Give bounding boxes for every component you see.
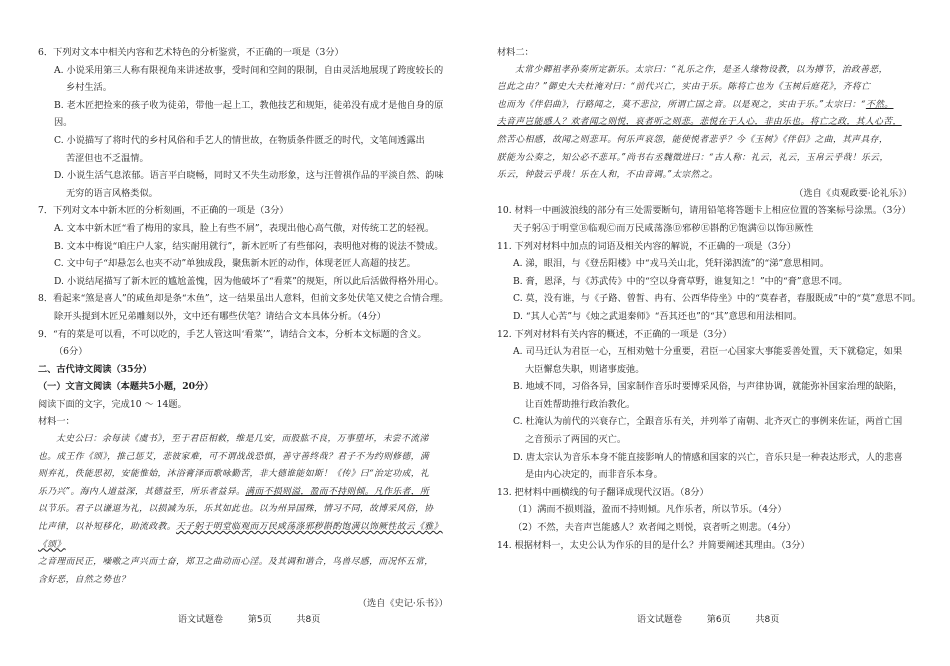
material-1-line [38,519,458,554]
material-1-line: 则弃礼，佚能思初，安能惟始，沐浴膏泽而歌咏勤苦，非大德谁能如斯！《传》曰“治定功成，礼 [38,469,430,480]
q12-option-c: C. 杜淹认为前代的兴衰存亡，全跟音乐有关，并列举了南朝、北齐灭亡的事例来佐证，两首亡国 [513,416,903,428]
question-7: 7．下列对文本中新木匠的分析刻画，不正确的一项是（3分） [38,205,289,217]
material-2-line [497,97,922,115]
question-8: 8．看起来“煞是喜人”的咸鱼却是条“木鱼”，这一结果虽出人意料，但前文多处伏笔又使之合情合理。 [38,293,449,305]
wavy-underlined-passage: 天子躬于明堂临观而万民咸荡涤邪秽斟酌饱满以饰厥性故云《雅》《颂》 [38,522,443,550]
material-2-text: 也而为《伴侣曲》，行路闻之，莫不悲泣，所谓亡国之音。以是观之，实由于乐。”太宗曰：“ [497,99,866,110]
material-2-line: 岂此之由？”御史大夫杜淹对曰：“前代兴亡，实由于乐。陈将亡也为《玉树后庭花》，齐将亡 [497,82,871,93]
q11-option-c: C. 莫，没有谁，与《子路、曾皙、冉有、公西华侍坐》中的“莫春者，春服既成”中的“莫”意思不同。 [513,293,922,305]
footer-total: 共8页 [755,615,780,625]
q6-option-a-cont: 乡村生活。 [66,82,112,94]
footer-title: 语文试题卷 [178,615,224,625]
material-2-label: 材料二： [497,47,534,58]
material-1-line: 太史公曰：余每读《虞书》，至于君臣相敕，维是几安，而股肱不良，万事堕坏，未尝不流涕 [56,434,429,445]
material-2-line: 乐云，钟鼓云乎哉！乐在人和，不由音调。”太宗然之。 [497,170,719,181]
question-10: 10. 材料一中画波浪线的部分有三处需要断句，请用铅笔将答题卡上相应位置的答案标号涂黑。（3分） [497,205,911,217]
q12-option-a-cont: 大臣懈怠失职，则诸事废弛。 [525,363,645,375]
q11-option-b: B. 膏，恩泽，与《苏武传》中的“空以身膏草野，谁复知之！”中的“膏”意思不同。 [513,275,848,287]
material-1-citation: （选自《史记·乐书》） [357,598,448,610]
material-1-line: 以节乐。君子以谦退为礼，以损减为乐，乐其如此也。以为州异国殊，情习不同，故博采风俗，协 [38,504,434,515]
question-9-cont: （6分） [54,346,88,358]
q12-option-d: D. 唐太宗认为音乐本身不能直接影响人的情感和国家的兴亡，音乐只是一种表达形式，人的悲喜 [513,451,903,463]
footer-page: 第5页 [247,615,272,625]
question-14: 14. 根据材料一，太史公认为作乐的目的是什么？并简要阐述其理由。（3分） [497,539,810,551]
q12-option-b: B. 地域不同，习俗各异，国家制作音乐时要博采风俗，与声律协调，就能弥补国家治理的缺陷， [513,381,903,393]
q12-option-d-cont: 是由内心决定的，而非音乐本身。 [525,469,663,481]
q10-break-options: 天子躬Ⓐ于明堂Ⓑ临观Ⓒ而万民咸荡涤Ⓓ邪秽Ⓔ斟酌Ⓕ饱满Ⓖ以饰Ⓗ厥性 [513,222,814,234]
material-1-line: 含好恶，自然之势也？ [38,574,130,585]
material-2-line: 朕能为公奏之，知公必不悲耳。”尚书右丞魏徵进曰：“古人称：礼云，礼云，玉帛云乎哉！乐云， [497,152,889,163]
q6-option-b: B. 老木匠把捡来的孩子收为徒弟，带他一起上工，教他技艺和规矩，徒弟没有成才是他自身的原因。 [54,99,444,129]
left-column [38,44,458,613]
material-1-line [38,484,458,502]
material-2-line: 太常少卿祖孝孙奏所定新乐。太宗曰：“礼乐之作，是圣人缘物设教，以为撙节，治政善恶， [515,64,888,75]
question-8-cont: 除开头提到木匠兄弟雕刻以外，文中还有哪些伏笔？请结合文本具体分析。（4分） [54,310,386,322]
q12-option-c-cont: 之音预示了两国的灭亡。 [525,434,627,446]
q6-option-d: D. 小说生活气息浓郁。语言平白晓畅，同时又不失生动形象，这与汪曾祺作品的平淡自然、韵味 [54,170,444,182]
material-1-text: 比声律，以补短移化，助流政教。 [38,522,176,533]
q12-option-a: A. 司马迁认为君臣一心，互相劝勉十分重要，君臣一心国家大事能妥善处置，天下就稳定，如果 [513,346,903,358]
question-12: 12. 下列对材料有关内容的概述，不正确的一项是（3分） [497,328,732,340]
material-1-label: 材料一： [38,416,75,428]
underlined-sentence: 满而不损则溢，盈而不持则倾。凡作乐者，所 [245,486,430,497]
material-2-line: 然苦心相感，故闻之则悲耳。何乐声哀怨，能使悦者悲乎？今《玉树》《伴侣》之曲，其声具存， [497,134,889,145]
q11-option-a: A. 涕，眼泪，与《登岳阳楼》中“戎马关山北，凭轩涕泗流”的“涕”意思相同。 [513,258,830,270]
q6-option-c-cont: 苦涩但也不乏温情。 [66,152,149,164]
material-1-line: 之音理而民正，噪嗷之声兴而士奋，郑卫之曲动而心淫。及其调和谐合，鸟兽尽感，而况怀五常， [38,557,434,568]
material-1-line: 也。成王作《颂》，推己惩艾，悲彼家难，可不谓战战恐惧，善守善终哉？君子不为约则修德，满 [38,451,430,462]
right-column [497,44,922,554]
page-footer [178,612,342,625]
question-9: 9．“有的菜是可以看，不可以吃的，手艺人管这叫‘看菜’”，请结合文本，分析本文标题的含义。 [38,328,427,340]
material-2-citation: （选自《贞观政要·论礼乐》） [794,187,912,199]
q6-option-c: C. 小说描写了将时代的乡村风俗和手艺人的情世故，在物质条件匮乏的时代，文笔间透露出 [54,134,425,146]
question-6: 6．下列对文本中相关内容和艺术特色的分析鉴赏，不正确的一项是（3分） [38,47,344,58]
question-11: 11. 下列对材料中加点的词语及相关内容的解说，不正确的一项是（3分） [497,240,797,252]
question-13: 13. 把材料中画横线的句子翻译成现代汉语。（8分） [497,486,709,498]
q6-option-d-cont: 无穷的语言风格类似。 [66,187,158,199]
underlined-sentence: 不然。 [865,99,894,110]
q12-option-b-cont: 让百姓帮助推行政治教化。 [525,398,636,410]
q7-option-d: D. 小说结尾描写了新木匠的尴尬盖愧，因为他破坏了“看菜”的规矩，所以此后活做得格外用心。 [54,275,444,287]
q7-option-a: A. 文本中新木匠“看了梅用的家具，脸上有些不屑”，表现出他心高气傲，对传统工艺的轻视。 [54,222,435,234]
subsection-heading: （一）文言文阅读（本题共5小题，20分） [38,381,214,393]
footer-page: 第6页 [706,615,731,625]
right-page [475,0,950,666]
footer-total: 共8页 [296,615,321,625]
section-heading: 二、古代诗文阅读（35分） [38,363,152,375]
q11-option-d: D. “其人心苦”与《烛之武退秦师》“吾其还也”的“其”意思和用法相同。 [513,310,803,322]
q13-item-2: （2）不然，夫音声岂能感人？欢者闻之则悦，哀者听之则悲。（4分） [513,522,796,534]
page-footer [637,612,801,625]
material-1-text: 乐乃兴”。海内人道益深，其德益至，所乐者益异。 [38,486,246,497]
material-2-line: 夫音声岂能感人？欢者闻之则悦，哀者听之则悲。悲悦在于人心，非由乐也。将亡之政，其人心苦， [497,117,902,128]
q13-item-1: （1）满而不损则溢，盈而不持则倾。凡作乐者，所以节乐。（4分） [513,504,787,516]
q6-option-a: A. 小说采用第三人称有限视角来讲述故事，受时间和空间的限制，自由灵活地展现了跨度较长的 [54,64,444,76]
q7-option-c: C. 文中句子“却悬怎么也夹不动”单独成段，聚焦新木匠的动作，体现老匠人高超的技艺。 [54,258,416,270]
footer-title: 语文试题卷 [637,615,683,625]
q7-option-b: B. 文本中梅说“咱庄户人家，结实耐用就行”，新木匠听了有些郁闷，表明他对梅的说法不赞成。 [54,240,444,252]
reading-instruction: 阅读下面的文字，完成10 ～ 14题。 [38,398,187,410]
